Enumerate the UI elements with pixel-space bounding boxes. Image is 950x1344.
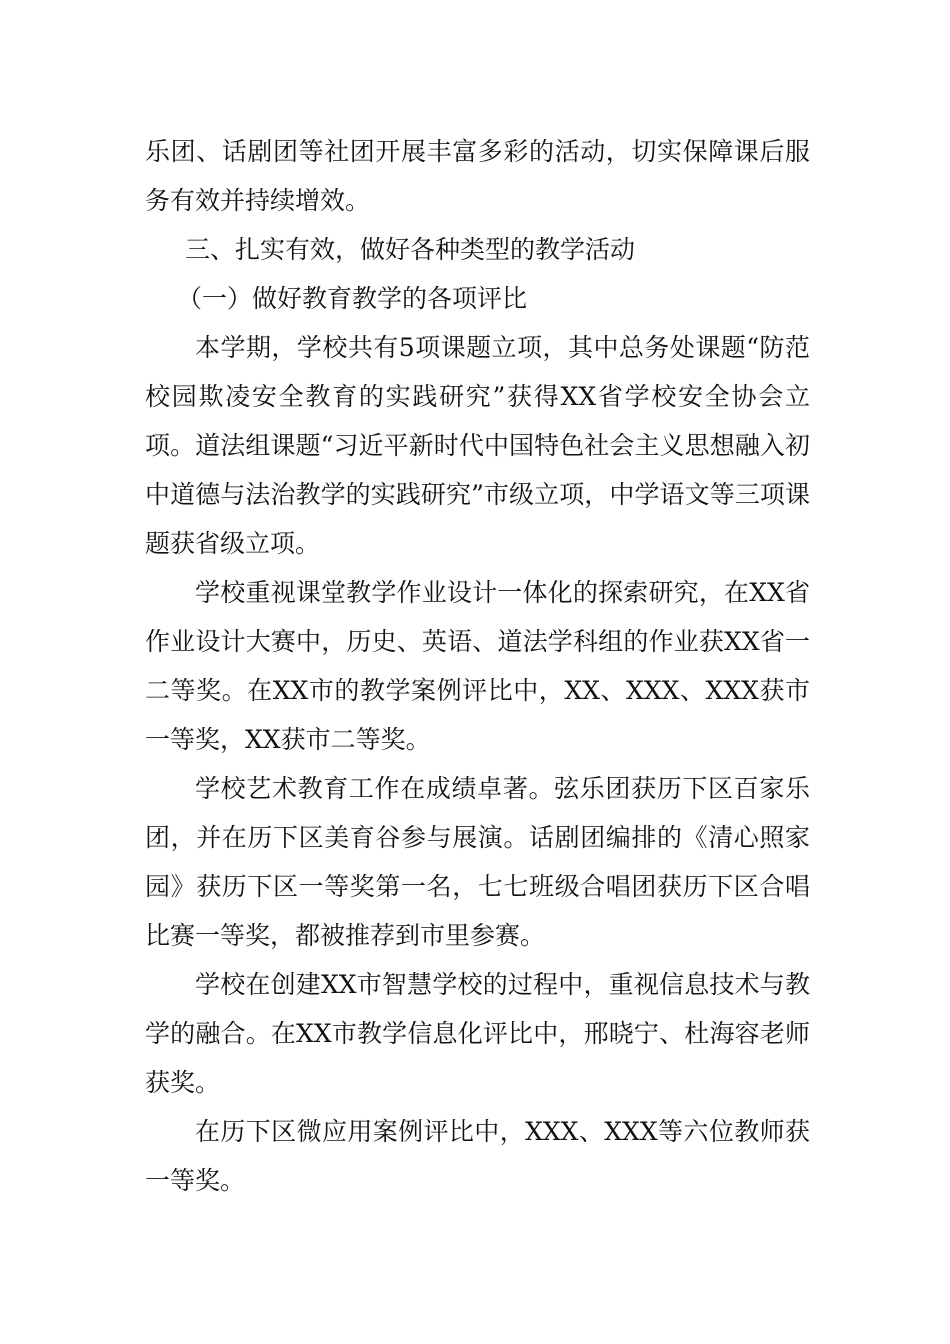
subsection-heading: （一）做好教育教学的各项评比 [177, 284, 528, 313]
document-body [145, 127, 810, 1205]
paragraph-smart-school: 学校在创建XX市智慧学校的过程中，重视信息技术与教学的融合。在XX市教学信息化评比中，邢晓宁、杜海容老师获奖。 [145, 970, 810, 1097]
paragraph-continuation: 乐团、话剧团等社团开展丰富多彩的活动，切实保障课后服务有效并持续增效。 [145, 137, 810, 215]
paragraph-homework-design: 学校重视课堂教学作业设计一体化的探索研究，在XX省作业设计大赛中，历史、英语、道法学科组的作业获XX省一二等奖。在XX市的教学案例评比中，XX、XXX、XXX获市一等奖，XX获市二等奖。 [145, 578, 810, 754]
paragraph-micro-application: 在历下区微应用案例评比中，XXX、XXX等六位教师获一等奖。 [145, 1117, 810, 1195]
paragraph-research-projects: 本学期，学校共有5项课题立项，其中总务处课题“防范校园欺凌安全教育的实践研究”获得XX省学校安全协会立项。道法组课题“习近平新时代中国特色社会主义思想融入初中道德与法治教学的实践研究”市级立项，中学语文等三项课题获省级立项。 [145, 333, 810, 558]
paragraph-arts-education: 学校艺术教育工作在成绩卓著。弦乐团获历下区百家乐团，并在历下区美育谷参与展演。话剧团编排的《清心照家园》获历下区一等奖第一名，七七班级合唱团获历下区合唱比赛一等奖，都被推荐到市里参赛。 [145, 774, 810, 950]
section-heading: 三、扎实有效，做好各种类型的教学活动 [185, 235, 636, 264]
